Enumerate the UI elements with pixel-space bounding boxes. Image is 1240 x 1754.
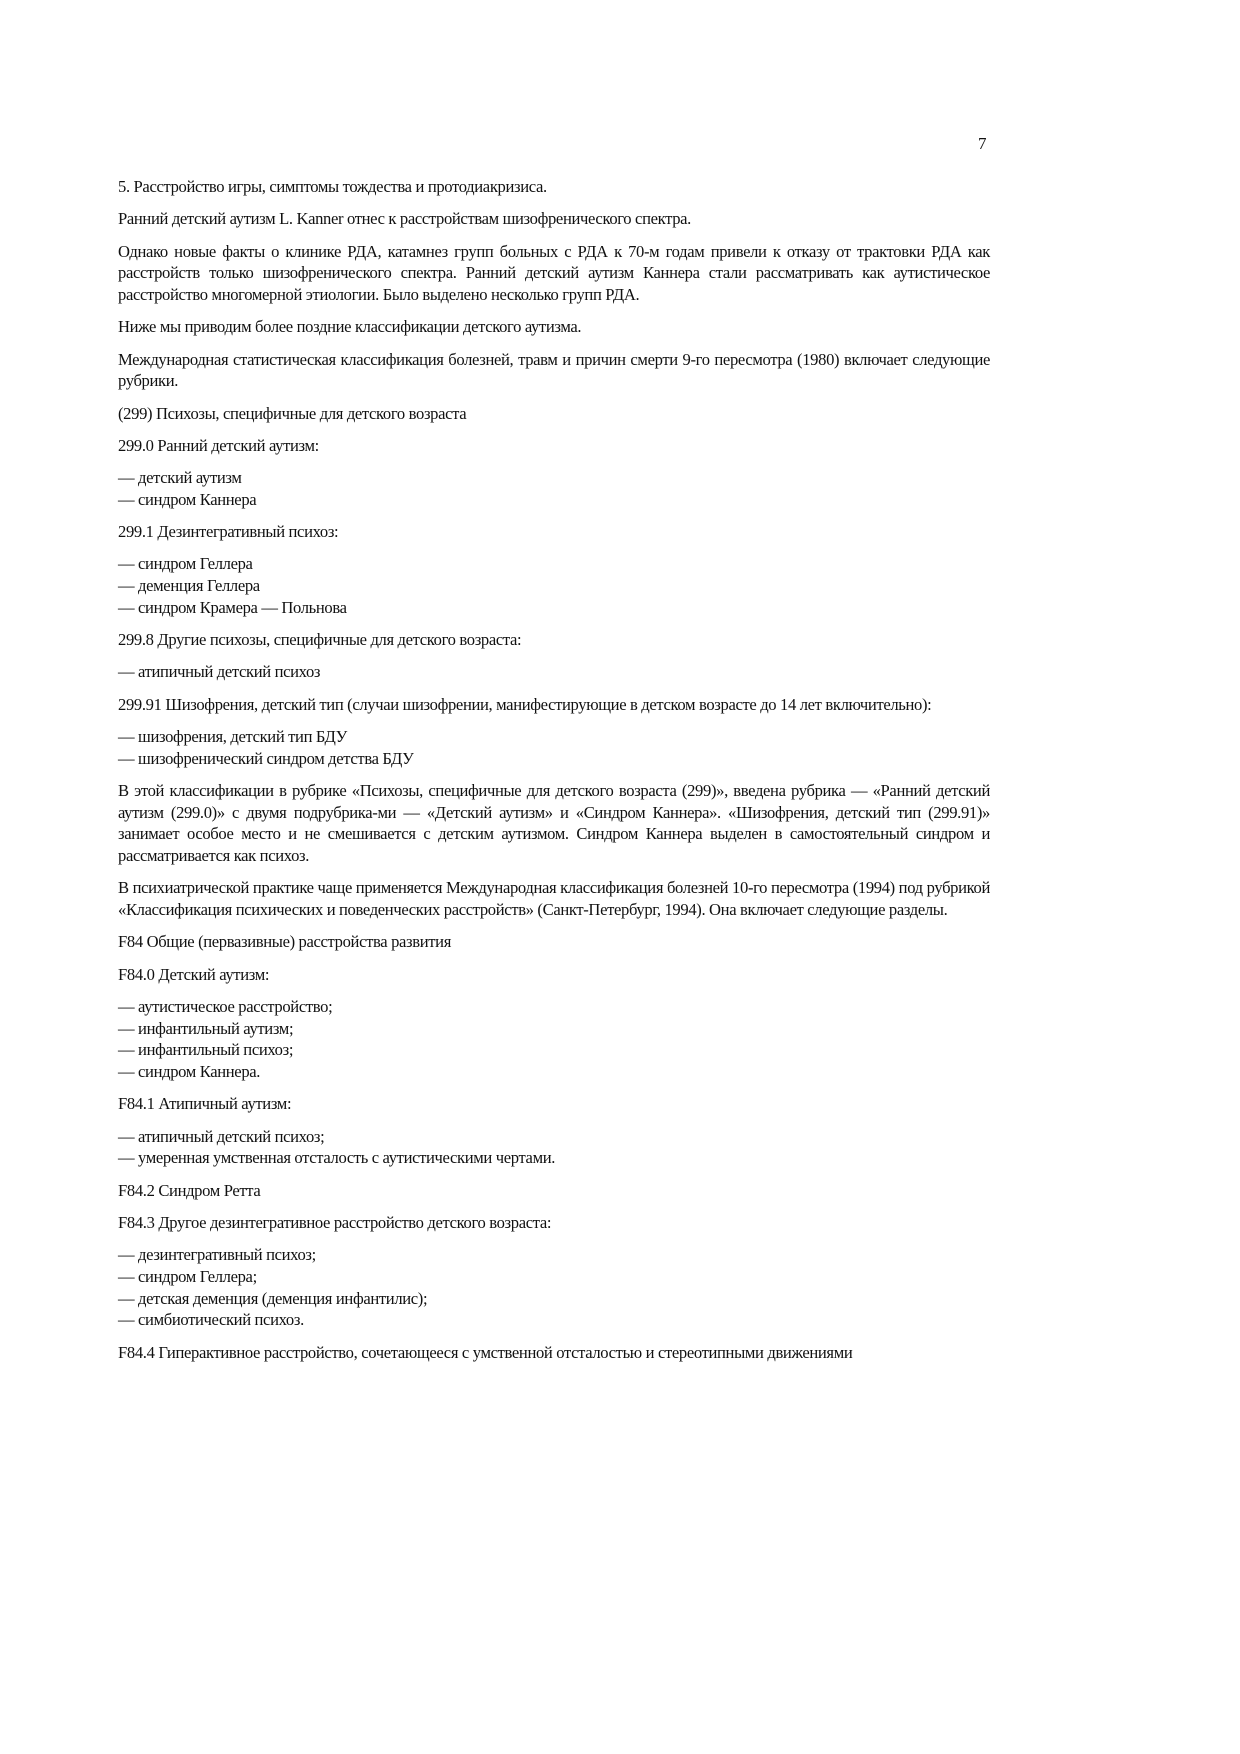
document-body <box>118 176 990 1374</box>
paragraph: F84.2 Синдром Ретта <box>118 1180 261 1200</box>
dash-list <box>118 726 990 769</box>
list-item: — синдром Крамера — Польнова <box>118 597 347 617</box>
list-item: — детская деменция (деменция инфантилис); <box>118 1288 428 1308</box>
list-item: — атипичный детский психоз <box>118 662 321 682</box>
list-item: — симбиотический психоз. <box>118 1310 304 1330</box>
list-item: — дезинтегративный психоз; <box>118 1245 316 1265</box>
paragraph: В психиатрической практике чаще применяется Международная классификация болезней 10-го пересмотра (1994) под рубрикой «Классификация психических и поведенческих расстройств» (Санкт-Петербург, 1994). Она включает следующие разделы. <box>118 878 990 920</box>
paragraph: В этой классификации в рубрике «Психозы, специфичные для детского возраста (299)», введена рубрика — «Ранний детский аутизм (299.0)» с двумя подрубрика-ми — «Детский аутизм» и «Синдром Каннера». «Шизофрения, детский тип (299.91)» занимает особое место и не смешивается с детским аутизмом. Синдром Каннера выделен в самостоятельный синдром и рассматривается как психоз. <box>118 781 990 866</box>
paragraph: Однако новые факты о клинике РДА, катамнез групп больных с РДА к 70-м годам привели к отказу от трактовки РДА как расстройств только шизофренического спектра. Ранний детский аутизм Каннера стали рассматривать как аутистическое расстройство многомерной этиологии. Было выделено несколько групп РДА. <box>118 241 990 304</box>
list-item: — шизофрения, детский тип БДУ <box>118 727 348 747</box>
list-item: — инфантильный психоз; <box>118 1040 294 1060</box>
list-item: — детский аутизм <box>118 468 242 488</box>
dash-list <box>118 661 990 683</box>
list-item: — синдром Каннера <box>118 489 257 509</box>
paragraph: 299.8 Другие психозы, специфичные для детского возраста: <box>118 630 522 650</box>
list-item: — инфантильный аутизм; <box>118 1018 294 1038</box>
paragraph: 299.0 Ранний детский аутизм: <box>118 435 319 455</box>
paragraph: Международная статистическая классификация болезней, травм и причин смерти 9-го пересмотра (1980) включает следующие рубрики. <box>118 349 990 391</box>
dash-list <box>118 996 990 1083</box>
dash-list <box>118 1126 990 1169</box>
list-item: — синдром Геллера <box>118 554 253 574</box>
dash-list <box>118 553 990 618</box>
paragraph: 299.91 Шизофрения, детский тип (случаи шизофрении, манифестирующие в детском возрасте до 14 лет включительно): <box>118 694 932 714</box>
paragraph: F84 Общие (первазивные) расстройства развития <box>118 932 451 952</box>
list-item: — умеренная умственная отсталость с аутистическими чертами. <box>118 1148 556 1168</box>
paragraph: F84.4 Гиперактивное расстройство, сочетающееся с умственной отсталостью и стереотипными движениями <box>118 1342 853 1362</box>
paragraph: F84.1 Атипичный аутизм: <box>118 1094 292 1114</box>
paragraph: Ранний детский аутизм L. Kanner отнес к расстройствам шизофренического спектра. <box>118 209 691 229</box>
paragraph: (299) Психозы, специфичные для детского возраста <box>118 403 467 423</box>
list-item: — аутистическое расстройство; <box>118 997 333 1017</box>
list-item: — атипичный детский психоз; <box>118 1126 325 1146</box>
list-item: — шизофренический синдром детства БДУ <box>118 748 414 768</box>
paragraph: 5. Расстройство игры, симптомы тождества и протодиакризиса. <box>118 177 547 196</box>
paragraph: F84.3 Другое дезинтегративное расстройство детского возраста: <box>118 1213 552 1233</box>
paragraph: Ниже мы приводим более поздние классификации детского аутизма. <box>118 317 582 337</box>
list-item: — синдром Геллера; <box>118 1267 257 1287</box>
page-number: 7 <box>978 134 987 153</box>
list-item: — деменция Геллера <box>118 576 260 596</box>
list-item: — синдром Каннера. <box>118 1062 261 1082</box>
dash-list <box>118 1244 990 1331</box>
paragraph: 299.1 Дезинтегративный психоз: <box>118 522 339 542</box>
paragraph: F84.0 Детский аутизм: <box>118 964 270 984</box>
dash-list <box>118 467 990 510</box>
